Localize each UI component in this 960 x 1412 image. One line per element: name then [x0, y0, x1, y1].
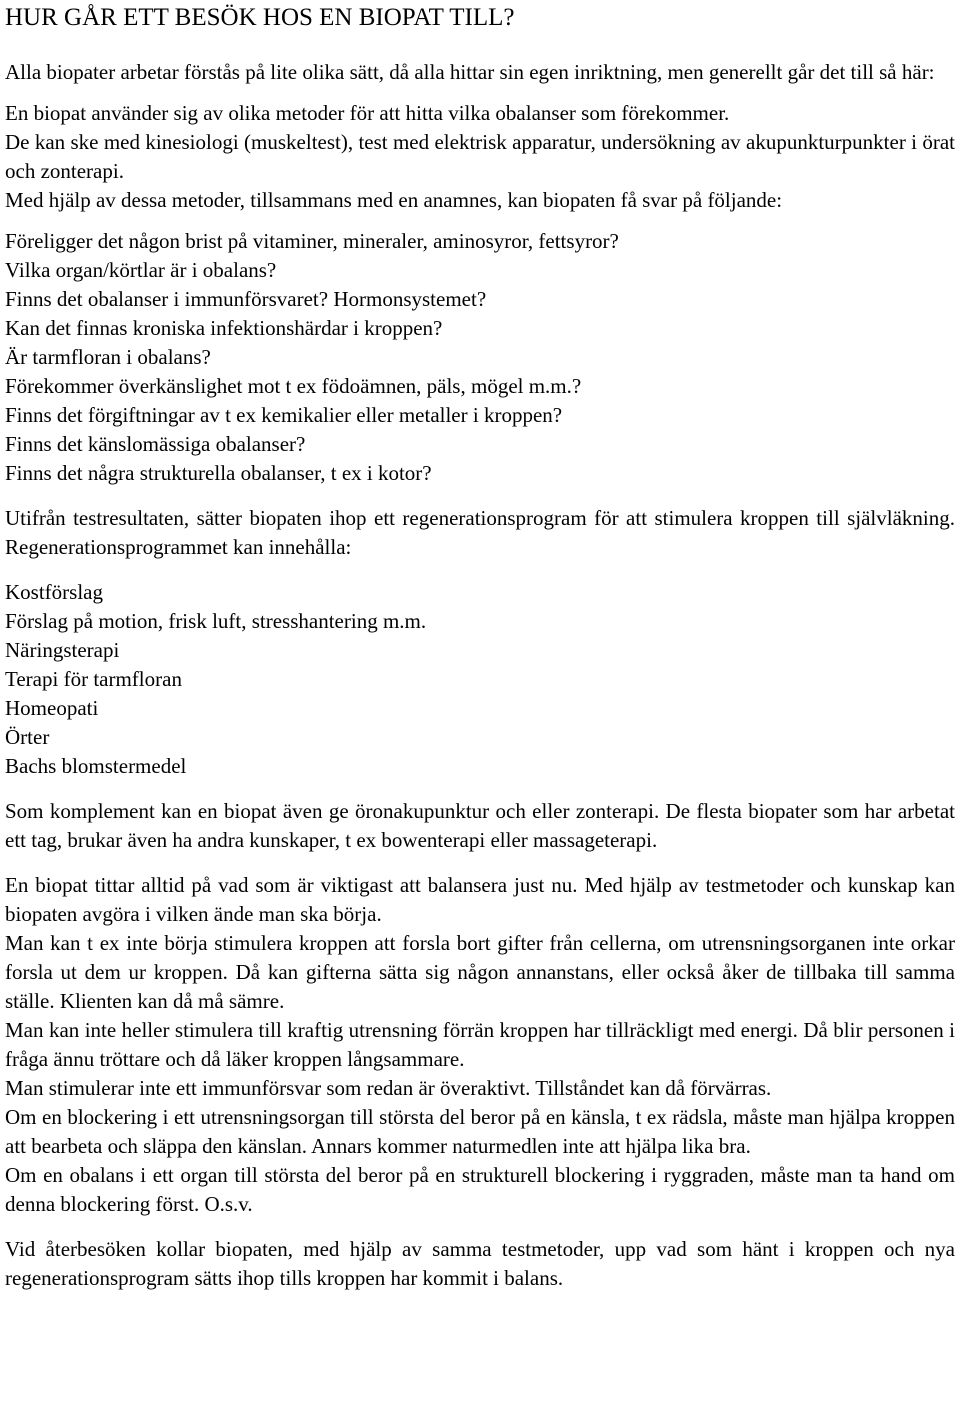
priority-paragraph: Man kan inte heller stimulera till kraftig utrensning förrän kroppen har tillräckligt med energi. Då blir personen i fråga ännu tröttare och då läker kroppen långsammare.	[5, 1018, 955, 1071]
followup-paragraph: Vid återbesöken kollar biopaten, med hjälp av samma testmetoder, upp vad som hänt i kroppen och nya regenerationsprogram sätts ihop tills kroppen har kommit i balans.	[5, 1237, 955, 1290]
spacer	[5, 781, 955, 797]
question-item: Finns det några strukturella obalanser, t ex i kotor?	[5, 461, 432, 485]
document-title: HUR GÅR ETT BESÖK HOS EN BIOPAT TILL?	[5, 4, 515, 31]
question-item: Är tarmfloran i obalans?	[5, 345, 211, 369]
spacer	[5, 562, 955, 578]
question-item: Finns det känslomässiga obalanser?	[5, 432, 306, 456]
priority-section	[5, 871, 955, 1219]
spacer	[5, 855, 955, 871]
methods-paragraph-2: De kan ske med kinesiologi (muskeltest), test med elektrisk apparatur, undersökning av akupunkturpunkter i örat och zonterapi.	[5, 130, 955, 183]
question-item: Föreligger det någon brist på vitaminer, mineraler, aminosyror, fettsyror?	[5, 229, 619, 253]
question-item: Kan det finnas kroniska infektionshärdar i kroppen?	[5, 316, 443, 340]
program-item: Örter	[5, 725, 50, 749]
program-item: Kostförslag	[5, 580, 103, 604]
program-item: Förslag på motion, frisk luft, stresshantering m.m.	[5, 609, 427, 633]
question-item: Förekommer överkänslighet mot t ex födoämnen, päls, mögel m.m.?	[5, 374, 582, 398]
priority-paragraph: Om en obalans i ett organ till största del beror på en strukturell blockering i ryggraden, måste man ta hand om denna blockering först. O.s.v.	[5, 1163, 955, 1216]
program-item: Terapi för tarmfloran	[5, 667, 182, 691]
program-intro-paragraph: Utifrån testresultaten, sätter biopaten ihop ett regenerationsprogram för att stimulera kroppen till självläkning. Regenerationsprogrammet kan innehålla:	[5, 506, 955, 559]
priority-paragraph: Man kan t ex inte börja stimulera kroppen att forsla bort gifter från cellerna, om utrensningsorganen inte orkar forsla ut dem ur kroppen. Då kan gifterna sätta sig någon annanstans, eller också åker de tillbaka till samma ställe. Klienten kan då må sämre.	[5, 931, 955, 1013]
program-item: Homeopati	[5, 696, 99, 720]
priority-paragraph: Om en blockering i ett utrensningsorgan till största del beror på en känsla, t ex rädsla, måste man hjälpa kroppen att bearbeta och släppa den känslan. Annars kommer naturmedlen inte att hjälpa lika bra.	[5, 1105, 955, 1158]
question-item: Finns det förgiftningar av t ex kemikalier eller metaller i kroppen?	[5, 403, 563, 427]
spacer	[5, 488, 955, 504]
methods-paragraph-1: En biopat använder sig av olika metoder för att hitta vilka obalanser som förekommer.	[5, 101, 730, 125]
methods-paragraph-3: Med hjälp av dessa metoder, tillsammans med en anamnes, kan biopaten få svar på följande:	[5, 188, 783, 212]
complement-paragraph: Som komplement kan en biopat även ge öronakupunktur och eller zonterapi. De flesta biopater som har arbetat ett tag, brukar även ha andra kunskaper, t ex bowenterapi eller massageterapi.	[5, 799, 955, 852]
question-item: Finns det obalanser i immunförsvaret? Hormonsystemet?	[5, 287, 487, 311]
program-item: Näringsterapi	[5, 638, 120, 662]
priority-paragraph: Man stimulerar inte ett immunförsvar som redan är överaktivt. Tillståndet kan då förvärras.	[5, 1076, 772, 1100]
question-item: Vilka organ/körtlar är i obalans?	[5, 258, 277, 282]
spacer	[5, 215, 955, 227]
spacer	[5, 87, 955, 99]
program-list	[5, 578, 955, 781]
intro-paragraph: Alla biopater arbetar förstås på lite olika sätt, då alla hittar sin egen inriktning, men generellt går det till så här:	[5, 60, 935, 84]
priority-paragraph: En biopat tittar alltid på vad som är viktigast att balansera just nu. Med hjälp av testmetoder och kunskap kan biopaten avgöra i vilken ände man ska börja.	[5, 873, 955, 926]
program-item: Bachs blomstermedel	[5, 754, 187, 778]
spacer	[5, 1219, 955, 1235]
question-list	[5, 227, 955, 488]
